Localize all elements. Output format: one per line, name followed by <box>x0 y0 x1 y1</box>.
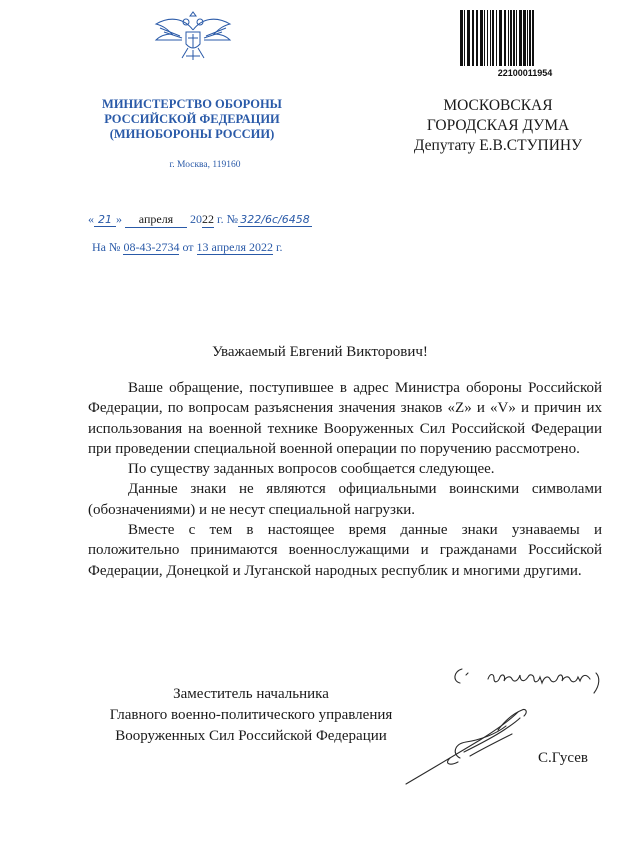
barcode-bar <box>464 10 465 66</box>
barcode-bar <box>490 10 491 66</box>
barcode <box>458 10 590 66</box>
ministry-name <box>92 97 292 142</box>
outgoing-number: 322/6с/6458 <box>238 213 312 227</box>
barcode-bar <box>516 10 517 66</box>
signer-position-line3: Вооруженных Сил Российской Федерации <box>115 728 387 744</box>
barcode-bar <box>460 10 463 66</box>
date-year-suffix: 22 <box>202 212 214 226</box>
reference-date: 13 апреля 2022 <box>196 240 273 254</box>
barcode-bar <box>472 10 474 66</box>
ministry-name-line1: МИНИСТЕРСТВО ОБОРОНЫ <box>102 97 282 111</box>
barcode-bar <box>467 10 470 66</box>
signer-position-line1: Заместитель начальника <box>173 686 329 702</box>
addressee-line3: Депутату Е.В.СТУПИНУ <box>413 137 583 154</box>
reference-prefix: На № <box>92 240 121 254</box>
letter-paragraph: Ваше обращение, поступившее в адрес Министра обороны Российской Федерации, по вопросам разъяснения значения знаков «Z» и «V» и причин их использования на военной технике Вооруженных Сил Российской Федерации при проведении специальной военной операции по поручению рассмотрено. <box>88 380 602 457</box>
barcode-bar <box>499 10 502 66</box>
signer-position <box>90 684 412 747</box>
barcode-bar <box>510 10 512 66</box>
double-headed-eagle-emblem-icon <box>150 10 236 62</box>
barcode-number: 22100011954 <box>497 68 553 78</box>
handwritten-signature-icon <box>400 700 540 790</box>
date-quote-open: « <box>88 212 94 226</box>
reference-suffix: г. <box>275 240 283 254</box>
ministry-name-line3: (МИНОБОРОНЫ РОССИИ) <box>109 127 275 141</box>
barcode-bar <box>523 10 526 66</box>
barcode-bar <box>476 10 478 66</box>
barcode-bar <box>529 10 531 66</box>
barcode-bar <box>519 10 522 66</box>
ministry-name-line2: РОССИЙСКОЙ ФЕДЕРАЦИИ <box>104 112 280 126</box>
barcode-bar <box>487 10 488 66</box>
handwritten-respect-note <box>448 663 618 697</box>
letter-paragraph: Данные знаки не являются официальными воинскими символами (обозначениями) и не несут специальной нагрузки. <box>88 481 602 518</box>
ministry-address: г. Москва, 119160 <box>169 160 241 170</box>
barcode-bar <box>484 10 485 66</box>
barcode-bar <box>508 10 509 66</box>
reference-number: 08-43-2734 <box>123 240 180 254</box>
reference-line <box>92 240 283 255</box>
letter-paragraph: Вместе с тем в настоящее время данные знаки узнаваемы и положительно принимаются военнослужащими и гражданами Российской Федерации, Донецкой и Луганской народных республик и многими другими. <box>88 522 602 579</box>
date-day: 21 <box>94 213 116 227</box>
barcode-bar <box>532 10 534 66</box>
barcode-bar <box>496 10 497 66</box>
reference-from-label: от <box>182 240 194 254</box>
letter-greeting: Уважаемый Евгений Викторович! <box>212 344 428 360</box>
addressee-line1: МОСКОВСКАЯ <box>443 97 553 114</box>
signer-name: С.Гусев <box>538 750 588 766</box>
date-year-unit: г. <box>217 212 224 226</box>
addressee-line2: ГОРОДСКАЯ ДУМА <box>426 117 570 134</box>
barcode-bar <box>513 10 515 66</box>
date-year-prefix: 20 <box>190 212 202 226</box>
addressee-block <box>395 96 601 156</box>
outgoing-date-line <box>88 212 312 228</box>
date-quote-close: » <box>116 212 122 226</box>
barcode-bar <box>480 10 483 66</box>
barcode-bar <box>527 10 528 66</box>
barcode-bar <box>492 10 494 66</box>
letter-paragraph: По существу заданных вопросов сообщается следующее. <box>128 461 495 478</box>
letter-body <box>88 378 602 581</box>
barcode-bar <box>504 10 506 66</box>
date-month: апреля <box>125 212 187 228</box>
outgoing-number-label: № <box>226 212 239 226</box>
signer-position-line2: Главного военно-политического управления <box>109 707 393 723</box>
